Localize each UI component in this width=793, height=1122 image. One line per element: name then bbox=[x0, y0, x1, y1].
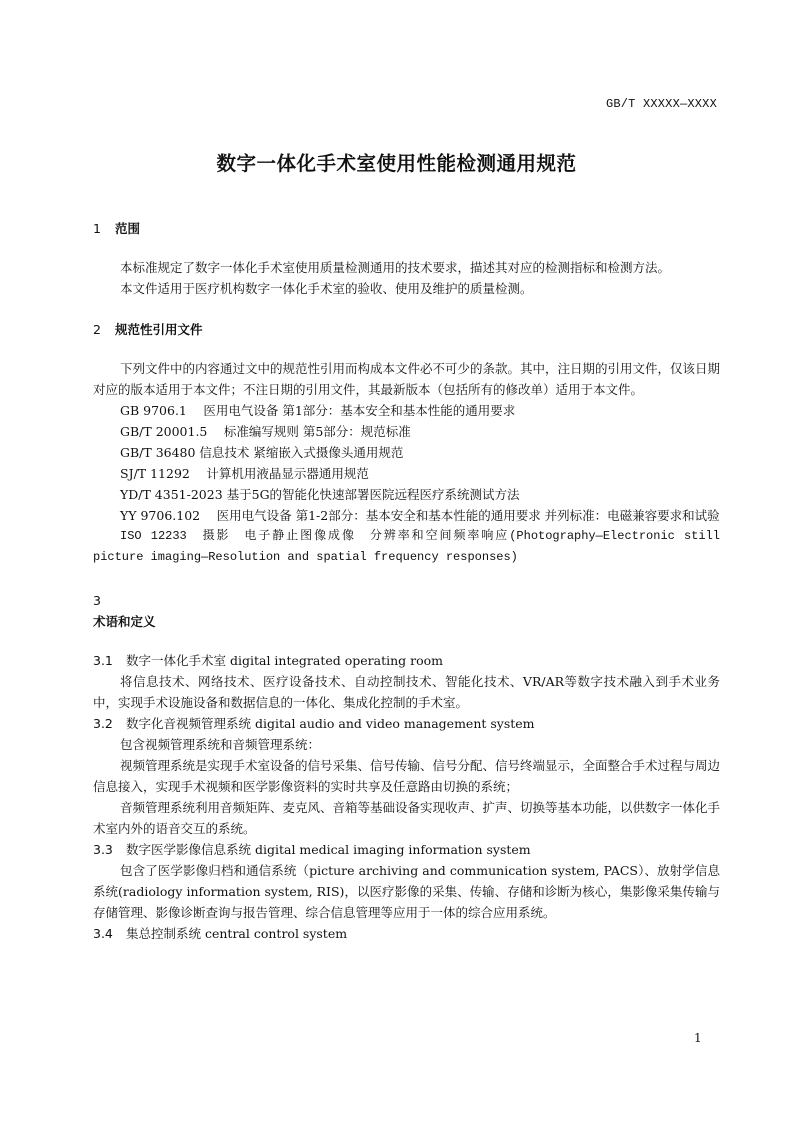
section-1-heading bbox=[93, 218, 720, 239]
term-number: 3.2 bbox=[93, 716, 113, 731]
section-title: 范围 bbox=[115, 221, 141, 236]
reference-item: GB/T 20001.5 标准编写规则 第5部分：规范标准 bbox=[120, 424, 411, 439]
document-title: 数字一体化手术室使用性能检测通用规范 bbox=[216, 152, 577, 175]
paragraph: 本标准规定了数字一体化手术室使用质量检测通用的技术要求，描述其对应的检测指标和检测方法。 bbox=[120, 260, 671, 275]
section-number: 2 bbox=[93, 322, 101, 337]
document-body bbox=[93, 218, 720, 944]
section-3-heading: 术语和定义 bbox=[93, 614, 156, 629]
paragraph: 包含了医学影像归档和通信系统（picture archiving and communication system, PACS）、放射学信息系统(radiology information system, RIS)，以医疗影像的采集、传输、存储和诊断为核心，集影像采集传输与存储管理、影像诊断查询与报告管理、综合信息管理等应用于一体的综合应用系统。 bbox=[93, 863, 720, 920]
paragraph: 下列文件中的内容通过文中的规范性引用而构成本文件必不可少的条款。其中，注日期的引用文件，仅该日期对应的版本适用于本文件；不注日期的引用文件，其最新版本（包括所有的修改单）适用于本文件。 bbox=[93, 361, 721, 397]
term-3-4 bbox=[93, 923, 720, 944]
reference-item: SJ/T 11292 计算机用液晶显示器通用规范 bbox=[120, 466, 369, 481]
term-number: 3.4 bbox=[93, 926, 113, 941]
paragraph: 包含视频管理系统和音频管理系统： bbox=[120, 737, 321, 752]
section-title: 规范性引用文件 bbox=[115, 322, 203, 337]
reference-item: YD/T 4351-2023 基于5G的智能化快速部署医院远程医疗系统测试方法 bbox=[120, 487, 520, 502]
page-number: 1 bbox=[694, 1031, 702, 1045]
paragraph: 音频管理系统利用音频矩阵、麦克风、音箱等基础设备实现收声、扩声、切换等基本功能，以供数字一体化手术室内外的语音交互的系统。 bbox=[93, 800, 721, 836]
term-3-2 bbox=[93, 713, 720, 734]
reference-item: GB 9706.1 医用电气设备 第1部分：基本安全和基本性能的通用要求 bbox=[120, 403, 516, 418]
section-2-heading bbox=[93, 319, 720, 340]
paragraph: 视频管理系统是实现手术室设备的信号采集、信号传输、信号分配、信号终端显示，全面整合手术过程与周边信息接入，实现手术视频和医学影像资料的实时共享及任意路由切换的系统； bbox=[93, 758, 721, 794]
paragraph: 本文件适用于医疗机构数字一体化手术室的验收、使用及维护的质量检测。 bbox=[120, 281, 533, 296]
standard-code: GB/T XXXXX—XXXX bbox=[605, 97, 717, 111]
term-number: 3.3 bbox=[93, 842, 113, 857]
term-name: 数字化音视频管理系统 digital audio and video management system bbox=[126, 716, 535, 731]
paragraph: 将信息技术、网络技术、医疗设备技术、自动控制技术、智能化技术、VR/AR等数字技术融入到手术业务中，实现手术设施设备和数据信息的一体化、集成化控制的手术室。 bbox=[93, 674, 720, 710]
term-name: 集总控制系统 central control system bbox=[126, 926, 348, 941]
term-3-3 bbox=[93, 839, 720, 860]
term-3-1 bbox=[93, 650, 720, 671]
reference-item: ISO 12233 摄影 电子静止图像成像 分辨率和空间频率响应(Photography—Electronic still picture imaging—Resolution and spatial frequency responses) bbox=[93, 529, 720, 564]
term-number: 3.1 bbox=[93, 653, 113, 668]
term-name: 数字一体化手术室 digital integrated operating room bbox=[126, 653, 443, 668]
section-3-number: 3 bbox=[93, 593, 101, 608]
section-number: 1 bbox=[93, 221, 101, 236]
reference-item: YY 9706.102 医用电气设备 第1-2部分：基本安全和基本性能的通用要求 并列标准：电磁兼容要求和试验 bbox=[120, 508, 720, 523]
reference-item: GB/T 36480 信息技术 紧缩嵌入式摄像头通用规范 bbox=[120, 445, 404, 460]
term-name: 数字医学影像信息系统 digital medical imaging information system bbox=[126, 842, 531, 857]
